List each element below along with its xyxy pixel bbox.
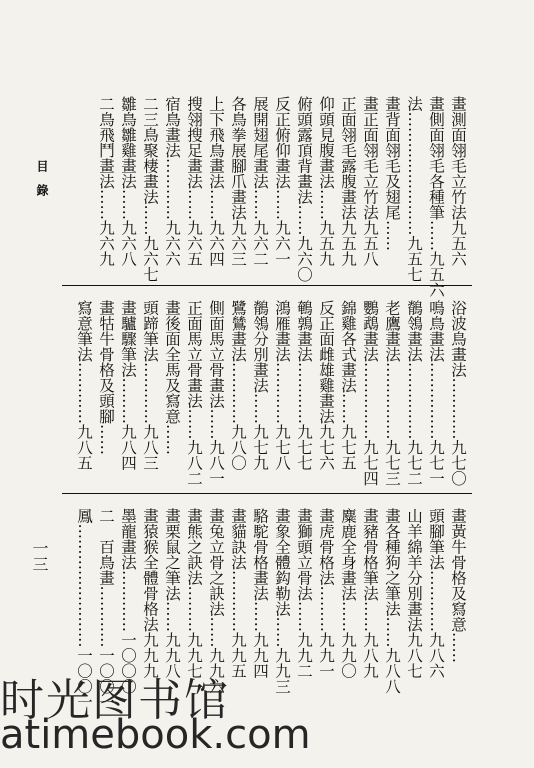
toc-entry: 頭蹄筆法…………九八三 xyxy=(141,300,159,471)
toc-entry: 畫猿猴全體骨格法九九九 xyxy=(141,508,159,679)
toc-entry: 浴波鳥畫法…………九七〇 xyxy=(449,300,467,486)
toc-entry: 畫兔立骨之訣法……九九六 xyxy=(207,508,225,694)
toc-entry: 正面翎毛露腹畫法九五九 xyxy=(339,96,357,267)
toc-entry: 畫後面全馬及寫意…… xyxy=(163,300,181,455)
page-number: 一三 xyxy=(30,540,49,572)
toc-entry: 雛鳥雛雞畫法……九六八 xyxy=(119,96,137,267)
toc-entry: 仰頭見腹畫法……九五九 xyxy=(317,96,335,267)
toc-entry: 鳳……………………一〇〇一 xyxy=(75,508,93,710)
toc-entry: 鶺鴒畫法……………九七二 xyxy=(405,300,423,486)
toc-entry: 麋鹿全身畫法……九九〇 xyxy=(339,508,357,679)
toc-entry: 鷺鷥畫法…………九八〇 xyxy=(229,300,247,471)
divider-rule xyxy=(62,493,472,494)
toc-entry: 畫各種狗之筆法……九八八 xyxy=(383,508,401,694)
toc-entry: 畫測面翎毛立竹法九五六 xyxy=(449,96,467,267)
toc-entry: 畫虎骨格法………九九一 xyxy=(317,508,335,679)
watermark-url[interactable]: atimebook.com xyxy=(0,712,311,758)
toc-entry: 二 百鳥畫…………一〇〇一 xyxy=(97,508,115,710)
toc-entry: 二鳥飛鬥畫法……九六九 xyxy=(97,96,115,267)
toc-entry: 畫驢驟筆法………九八四 xyxy=(119,300,137,471)
toc-side-label: 目 錄 xyxy=(35,160,49,196)
divider-rule xyxy=(62,285,472,286)
toc-entry: 畫貓訣法…………九九五 xyxy=(229,508,247,679)
toc-entry: 反正俯仰畫法……九六一 xyxy=(273,96,291,267)
toc-entry: 法……………………九五七 xyxy=(405,96,423,282)
toc-entry: 搜翎搜足畫法……九六五 xyxy=(185,96,203,267)
toc-entry: 畫栗鼠之筆法……九九八 xyxy=(163,508,181,679)
toc-entry: 畫正面翎毛立竹法九五八 xyxy=(361,96,379,267)
watermark-cn: 时光图书馆 xyxy=(0,675,230,726)
toc-entry: 畫象全體鈎勒法……九九三 xyxy=(273,508,291,694)
toc-entry: 上下飛鳥畫法……九六四 xyxy=(207,96,225,267)
toc-entry: 墨龍畫法…………一〇〇〇 xyxy=(119,508,137,694)
toc-entry: 反正面雌雄雞畫法九七六 xyxy=(317,300,335,471)
toc-entry: 畫側面翎毛各種筆……九五六 xyxy=(427,96,445,298)
toc-entry: 頭腳筆法…………九八六 xyxy=(427,508,445,679)
toc-entry: 正面馬立骨畫法……九八二 xyxy=(185,300,203,486)
toc-entry: 鶺鴒分別畫法……九七九 xyxy=(251,300,269,471)
toc-entry: 畫背面翎毛及翅尾…… xyxy=(383,96,401,251)
toc-entry: 展開翅尾畫法……九六二 xyxy=(251,96,269,267)
toc-entry: 錦雞各式畫法……九七五 xyxy=(339,300,357,471)
toc-entry: 畫熊之訣法………九九七 xyxy=(185,508,203,679)
toc-entry: 各鳥拳展腳爪畫法九六三 xyxy=(229,96,247,267)
toc-entry: 鸚鵡畫法……………九七四 xyxy=(361,300,379,486)
toc-entry: 畫豬骨格筆法……九八九 xyxy=(361,508,379,679)
toc-entry: 宿鳥畫法…………九六六 xyxy=(163,96,181,267)
toc-entry: 畫牯牛骨格及頭腳…… xyxy=(97,300,115,455)
toc-entry: 畫獅頭立骨法……九九二 xyxy=(295,508,313,679)
toc-entry: 鵪鶉畫法…………九七七 xyxy=(295,300,313,471)
toc-entry: 鳴鳥畫法……………九七一 xyxy=(427,300,445,486)
toc-entry: 老鷹畫法……………九七三 xyxy=(383,300,401,486)
toc-entry: 二三鳥聚棲畫法……九六七 xyxy=(141,96,159,282)
toc-entry: 側面馬立骨畫法……九八一 xyxy=(207,300,225,486)
toc-entry: 寫意筆法…………九八五 xyxy=(75,300,93,471)
toc-entry: 駱駝骨格畫法……九九四 xyxy=(251,508,269,679)
toc-entry: 俯頭露頂背畫法……九六〇 xyxy=(295,96,313,282)
toc-entry: 山羊綿羊分別畫法九八七 xyxy=(405,508,423,679)
toc-entry: 鴻雁畫法…………九七八 xyxy=(273,300,291,471)
toc-entry: 畫黃牛骨格及寫意…… xyxy=(449,508,467,663)
